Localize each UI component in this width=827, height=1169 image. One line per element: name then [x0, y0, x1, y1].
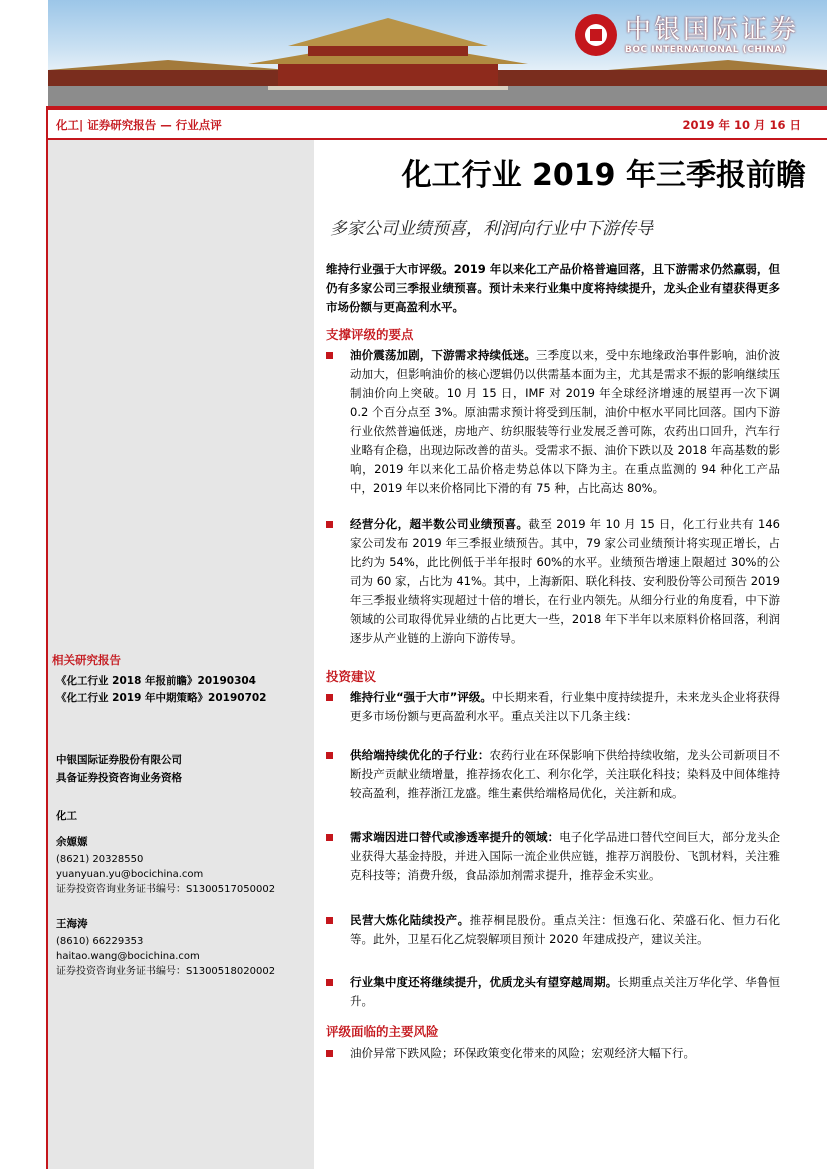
bullet-square-icon	[326, 352, 333, 359]
company-name: 中银国际证券股份有限公司	[56, 754, 182, 766]
bullet-square-icon	[326, 979, 333, 986]
analyst-phone: (8610) 66229353	[56, 936, 144, 947]
related-report-link[interactable]: 《化工行业 2018 年报前瞻》20190304	[56, 675, 256, 687]
invest-item	[326, 688, 780, 726]
boc-logo-icon	[575, 14, 617, 56]
item-lead: 民营大炼化陆续投产。	[350, 913, 470, 927]
invest-item	[326, 911, 780, 949]
risk-item	[326, 1044, 780, 1063]
brand-name-en: BOC INTERNATIONAL (CHINA)	[624, 45, 787, 55]
risk-heading: 评级面临的主要风险	[326, 1024, 439, 1039]
report-header	[48, 112, 827, 140]
item-text: 截至 2019 年 10 月 15 日，化工行业共有 146 家公司发布 2019 年三季报业绩预告。其中，79 家公司业绩预计将实现正增长，占比约为 54%，此比例低于半年报时 60%的水平。业绩预告增速上限超过 30%的公司为 60 家，占比为 41%。其中，上海新阳、联化科技、安利股份等公司预告 2019 年三季报业绩将实现超过十倍的增长，在行业内领先。从细分行业的角度看，中下游领域的公司取得优异业绩的占比更大一些，2018 年下半年以来原料价格回落，利润逐步从产业链的上游向下游传导。	[350, 517, 780, 645]
item-lead: 供给端持续优化的子行业：	[350, 748, 490, 762]
bullet-square-icon	[326, 521, 333, 528]
analyst-phone: (8621) 20328550	[56, 854, 144, 865]
brand-name-cn: 中银国际证券	[624, 15, 799, 45]
item-lead: 经营分化，超半数公司业绩预喜。	[350, 517, 529, 531]
lead-paragraph: 维持行业强于大市评级。2019 年以来化工产品价格普遍回落，且下游需求仍然羸弱，但仍有多家公司三季报业绩预喜。预计未来行业集中度将持续提升，龙头企业有望获得更多市场份额与更高盈利水平。	[326, 262, 780, 314]
related-report-link[interactable]: 《化工行业 2019 年中期策略》20190702	[56, 692, 267, 704]
header-banner	[48, 0, 827, 106]
item-lead: 维持行业“强于大市”评级。	[350, 690, 492, 704]
analyst-name: 余嫄嫄	[56, 836, 88, 848]
sector-label: 化工	[56, 810, 77, 822]
page-title: 化工行业 2019 年三季报前瞻	[401, 158, 806, 193]
support-item	[326, 515, 780, 648]
brand-logo	[575, 14, 799, 56]
item-lead: 行业集中度还将继续提升，优质龙头有望穿越周期。	[350, 975, 618, 989]
bullet-square-icon	[326, 752, 333, 759]
top-red-bar	[48, 106, 827, 110]
analyst-email[interactable]: haitao.wang@bocichina.com	[56, 951, 200, 962]
report-date: 2019 年 10 月 16 日	[682, 118, 801, 132]
item-text: 推荐桐昆股份。重点关注：恒逸石化、荣盛石化、恒力石化等。此外，卫星石化乙烷裂解项目预计 2020 年建成投产，建议关注。	[350, 913, 781, 946]
bullet-square-icon	[326, 1050, 333, 1057]
company-qualification: 具备证券投资咨询业务资格	[56, 772, 182, 784]
item-text: 三季度以来，受中东地缘政治事件影响，油价波动加大，但影响油价的核心逻辑仍以供需基本面为主，尤其是需求不振的影响继续压制油价向上突破。10 月 15 日，IMF 对 2019 年全球经济增速的展望再一次下调 0.2 个百分点至 3%。原油需求预计将受到压制，油价中枢水平同比回落。国内下游行业依然普遍低迷，房地产、纺织服装等行业发展乏善可陈，农药出口回升，汽车行业略有企稳，出现边际改善的苗头。受需求不振、油价下跌以及 2018 年高基数的影响，2019 年以来化工品价格走势总体以下降为主。在重点监测的 94 种化工产品中，2019 年以来价格同比下滑的有 75 种，占比高达 80%。	[350, 348, 780, 495]
report-category: 化工| 证券研究报告 — 行业点评	[56, 118, 222, 132]
invest-item	[326, 973, 780, 1011]
support-heading: 支撑评级的要点	[326, 327, 414, 342]
item-text: 农药行业在环保影响下供给持续收缩，龙头公司新项目不断投产贡献业绩增量，推荐扬农化工、利尔化学，关注联化科技；染料及中间体维持较高盈利，推荐浙江龙盛。维生素供给端格局优化，关注新和成。	[350, 748, 780, 800]
item-text: 中长期来看，行业集中度持续提升，未来龙头企业将获得更多市场份额与更高盈利水平。重点关注以下几条主线：	[350, 690, 781, 723]
item-lead: 需求端因进口替代或渗透率提升的领域：	[350, 830, 560, 844]
bullet-square-icon	[326, 694, 333, 701]
item-text: 电子化学品进口替代空间巨大，部分龙头企业获得大基金持股，并进入国际一流企业供应链，推荐万润股份、飞凯材料，关注雅克科技等；消费升级，食品添加剂需求提升，推荐金禾实业。	[350, 830, 780, 882]
item-text: 油价异常下跌风险；环保政策变化带来的风险；宏观经济大幅下行。	[350, 1046, 695, 1060]
invest-item	[326, 828, 780, 885]
invest-item	[326, 746, 780, 803]
support-item	[326, 346, 780, 498]
related-reports-heading: 相关研究报告	[52, 653, 121, 667]
page-subtitle: 多家公司业绩预喜，利润向行业中下游传导	[330, 219, 653, 239]
item-text: 长期重点关注万华化学、华鲁恒升。	[350, 975, 780, 1008]
item-lead: 油价震荡加剧，下游需求持续低迷。	[350, 348, 536, 362]
analyst-cert: 证券投资咨询业务证书编号：S1300517050002	[56, 884, 276, 895]
analyst-cert: 证券投资咨询业务证书编号：S1300518020002	[56, 966, 276, 977]
invest-heading: 投资建议	[326, 669, 377, 684]
bullet-square-icon	[326, 834, 333, 841]
bullet-square-icon	[326, 917, 333, 924]
analyst-email[interactable]: yuanyuan.yu@bocichina.com	[56, 869, 204, 880]
analyst-name: 王海涛	[56, 918, 88, 930]
